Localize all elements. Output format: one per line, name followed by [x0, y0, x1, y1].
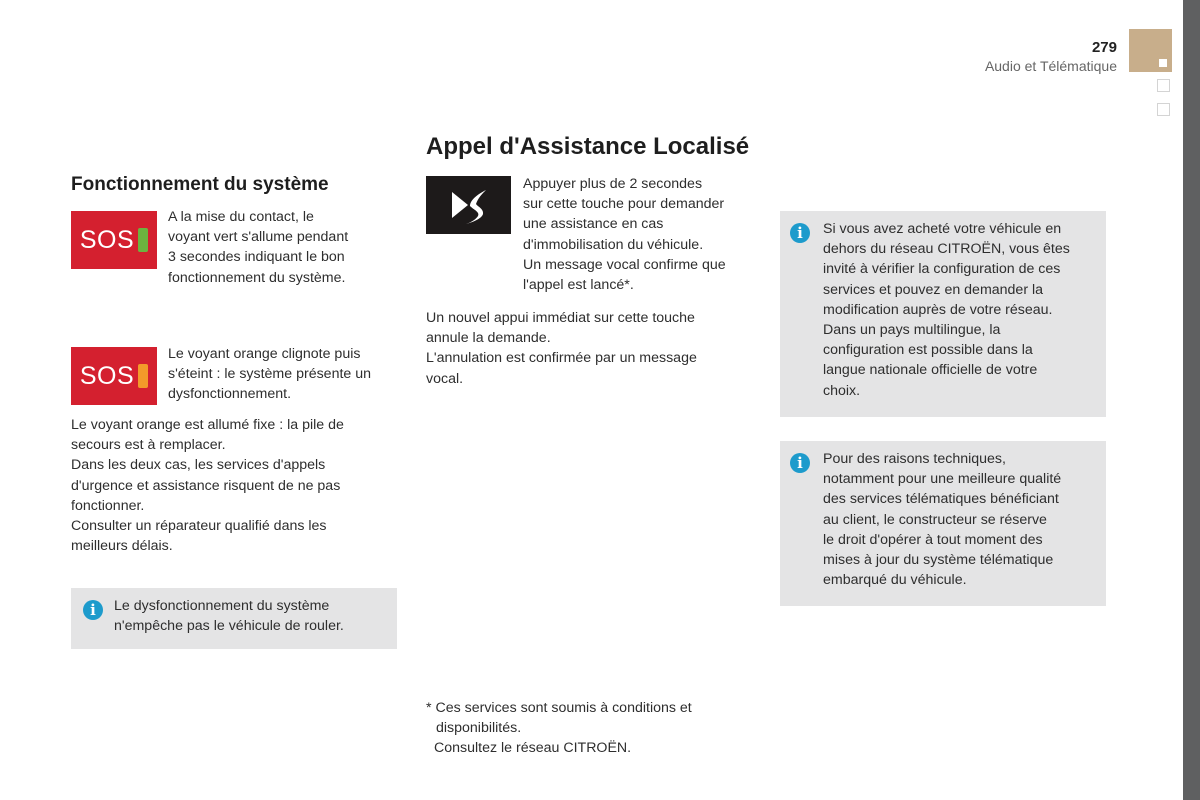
text-line: L'annulation est confirmée par un message: [426, 350, 697, 367]
text-line: mises à jour du système télématique: [823, 552, 1054, 569]
info-glyph: i: [797, 453, 803, 472]
section-title: Audio et Télématique: [984, 58, 1117, 74]
text-line: Pour des raisons techniques,: [823, 451, 1006, 467]
page-heading-appel-assistance: Appel d'Assistance Localisé: [426, 133, 750, 160]
chapter-tab[interactable]: [1157, 79, 1170, 92]
text-line: choix.: [823, 382, 861, 399]
text-line: l'appel est lancé*.: [523, 277, 634, 294]
info-text: [114, 596, 344, 636]
side-bar: [1183, 0, 1200, 800]
text-line: fonctionnement du système.: [168, 269, 346, 286]
page-number: 279: [1091, 39, 1117, 56]
info-icon: [83, 600, 103, 620]
text-line: Un nouvel appui immédiat sur cette touche: [426, 310, 695, 326]
text-line: des services télématiques bénéficiant: [823, 491, 1059, 508]
text-line: Si vous avez acheté votre véhicule en: [823, 221, 1062, 237]
text-line: Le dysfonctionnement du système: [114, 598, 330, 614]
text-line: Dans un pays multilingue, la: [823, 322, 1001, 339]
text-line: une assistance en cas: [523, 216, 664, 233]
sos-label: SOS: [79, 361, 135, 390]
text-line: d'immobilisation du véhicule.: [523, 236, 704, 253]
text-line: meilleurs délais.: [71, 538, 173, 555]
green-led-description: [168, 207, 348, 288]
text-line: fonctionner.: [71, 497, 145, 514]
text-line: le droit d'opérer à tout moment des: [823, 531, 1043, 548]
text-line: voyant vert s'allume pendant: [168, 229, 349, 246]
info-text: [823, 449, 1061, 590]
assistance-button-icon: [426, 176, 511, 234]
orange-led-description: [168, 344, 371, 405]
text-line: s'éteint : le système présente un: [168, 366, 372, 383]
text-line: Le voyant orange est allumé fixe : la pile de: [71, 417, 344, 433]
info-icon: [790, 223, 810, 243]
ds-logo-icon: [426, 176, 511, 234]
text-line: vocal.: [426, 370, 464, 387]
text-line: secours est à remplacer.: [71, 437, 226, 454]
text-line: langue nationale officielle de votre: [823, 362, 1038, 379]
chapter-tab-active[interactable]: [1129, 29, 1172, 72]
sos-orange-indicator-icon: [71, 347, 157, 405]
button-description: [523, 174, 726, 295]
tab-marker-icon: [1159, 59, 1167, 67]
section-heading-fonctionnement: Fonctionnement du système: [71, 174, 329, 195]
sos-label: SOS: [79, 225, 135, 254]
chapter-tab[interactable]: [1157, 103, 1170, 116]
text-line: Consultez le réseau CITROËN.: [434, 740, 632, 757]
text-line: Un message vocal confirme que: [523, 256, 726, 273]
text-line: invité à vérifier la configuration de ces: [823, 261, 1061, 278]
text-line: Dans les deux cas, les services d'appels: [71, 457, 326, 474]
text-line: n'empêche pas le véhicule de rouler.: [114, 618, 344, 635]
info-box-configuration: [780, 211, 1106, 417]
text-line: Le voyant orange clignote puis: [168, 346, 361, 362]
text-line: Consulter un réparateur qualifié dans les: [71, 518, 327, 535]
text-line: embarqué du véhicule.: [823, 572, 967, 589]
text-line: notamment pour une meilleure qualité: [823, 471, 1062, 488]
malfunction-paragraph: [71, 415, 344, 556]
info-box-malfunction: [71, 588, 397, 649]
sos-green-indicator-icon: [71, 211, 157, 269]
text-line: configuration est possible dans la: [823, 342, 1033, 359]
text-line: dysfonctionnement.: [168, 386, 292, 403]
text-line: Appuyer plus de 2 secondes: [523, 176, 703, 192]
info-glyph: i: [797, 223, 803, 242]
text-line: 3 secondes indiquant le bon: [168, 249, 345, 266]
text-line: disponibilités.: [436, 720, 522, 737]
cancel-paragraph: [426, 308, 697, 389]
green-led-icon: [138, 228, 148, 252]
info-text: [823, 219, 1070, 401]
text-line: * Ces services sont soumis à conditions et: [426, 700, 692, 716]
info-icon: [790, 453, 810, 473]
orange-led-icon: [138, 364, 148, 388]
info-box-updates: [780, 441, 1106, 606]
footnote: [426, 698, 692, 759]
info-glyph: i: [90, 600, 96, 619]
text-line: services et pouvez en demander la: [823, 281, 1044, 298]
text-line: sur cette touche pour demander: [523, 196, 725, 213]
text-line: d'urgence et assistance risquent de ne pas: [71, 477, 341, 494]
text-line: dehors du réseau CITROËN, vous êtes: [823, 241, 1070, 258]
text-line: modification auprès de votre réseau.: [823, 301, 1053, 318]
text-line: annule la demande.: [426, 330, 551, 347]
text-line: A la mise du contact, le: [168, 209, 314, 225]
text-line: au client, le constructeur se réserve: [823, 511, 1047, 528]
